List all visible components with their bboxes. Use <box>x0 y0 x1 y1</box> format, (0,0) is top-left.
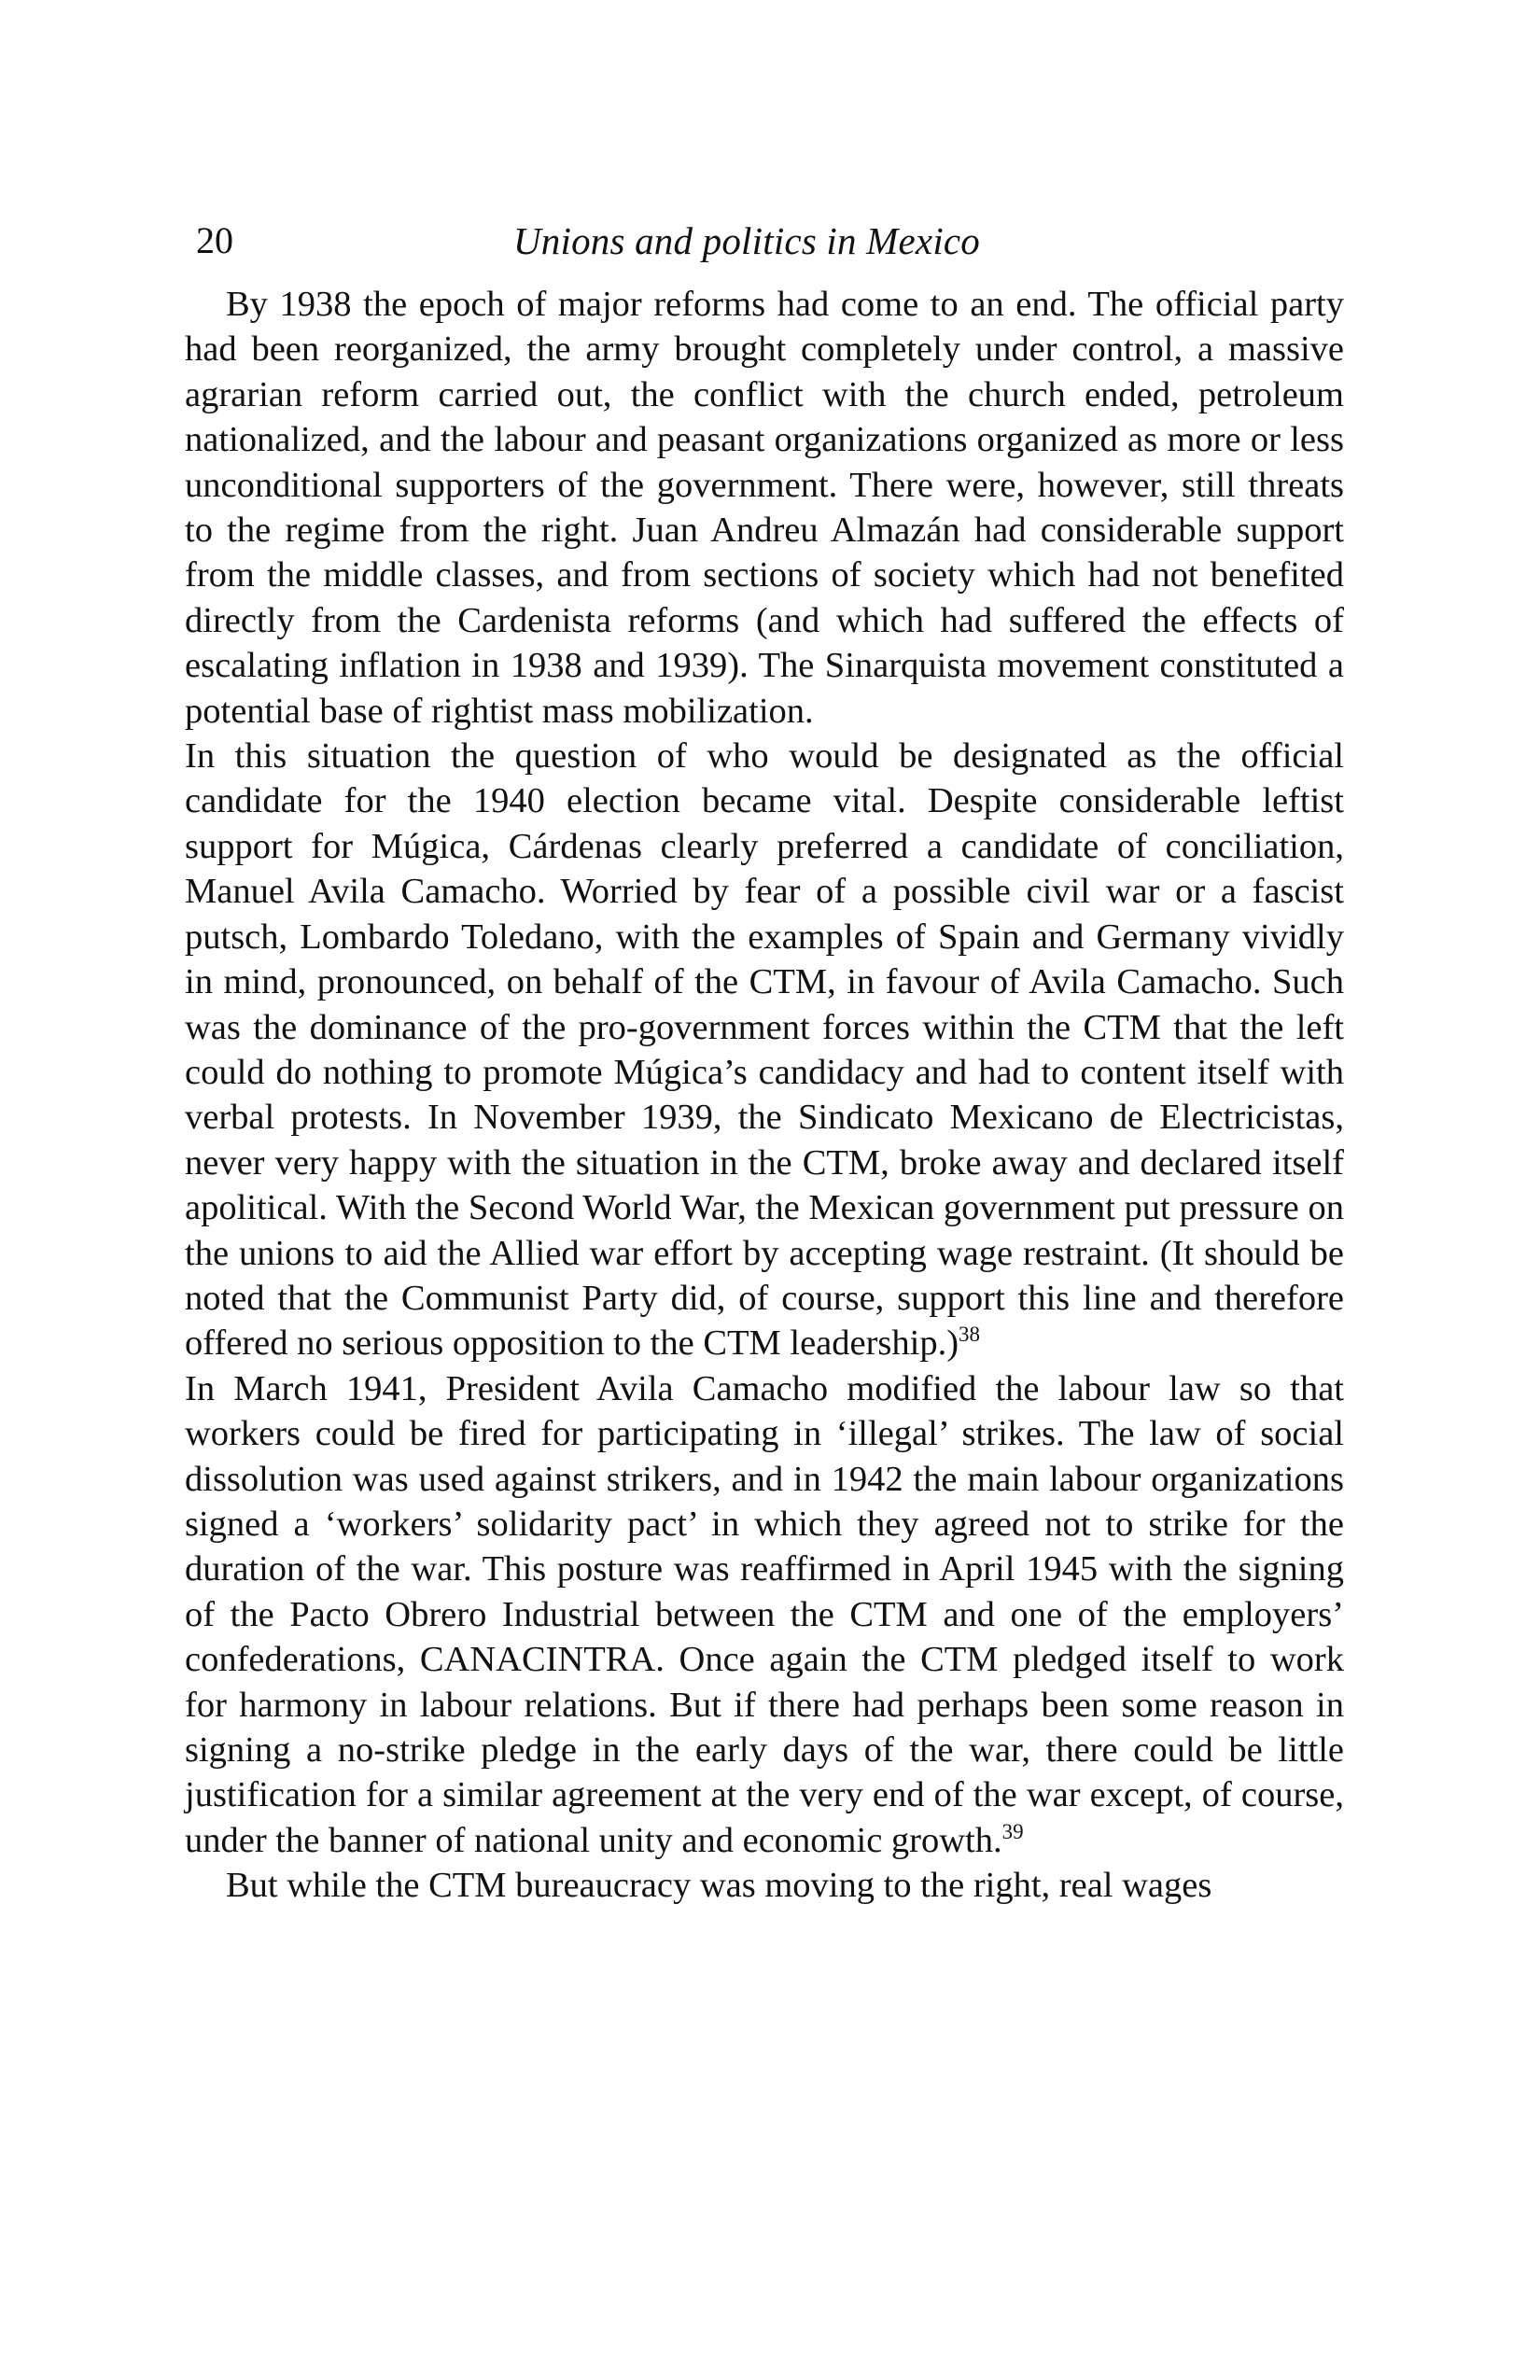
paragraph-4-text: But while the CTM bureaucracy was moving to the right, real wages <box>226 1866 1212 1906</box>
page-number: 20 <box>196 219 233 261</box>
footnote-ref-38: 38 <box>959 1323 981 1347</box>
paragraph-4 <box>185 1863 1344 1908</box>
paragraph-3-text: In March 1941, President Avila Camacho modified the labour law so that workers could be fired for participating in ‘illegal’ strikes. The law of social dissolution was used against strikers, and in 1942 the main labour organizations signed a ‘workers’ solidarity pact’ in which they agreed not to strike for the duration of the war. This posture was reaffirmed in April 1945 with the signing of the Pacto Obrero Industrial between the CTM and one of the employers’ confederations, CANACINTRA. Once again the CTM pledged itself to work for harmony in labour relations. But if there had perhaps been some reason in signing a no-strike pledge in the early days of the war, there could be little justification for a similar agreement at the very end of the war except, of course, under the banner of national unity and economic growth. <box>185 1368 1344 1860</box>
running-head <box>196 213 1353 269</box>
paragraph-2 <box>185 734 1344 1366</box>
paragraph-1 <box>185 282 1344 734</box>
footnote-ref-39: 39 <box>1001 1819 1024 1843</box>
paragraph-2-text: In this situation the question of who would be designated as the official candidate for the 1940 election became vital. Despite considerable leftist support for Múgica, Cárdenas clearly preferred a candidate of conciliation, Manuel Avila Camacho. Worried by fear of a possible civil war or a fascist putsch, Lombardo Toledano, with the examples of Spain and Germany vividly in mind, pronounced, on behalf of the CTM, in favour of Avila Camacho. Such was the dominance of the pro-government forces within the CTM that the left could do nothing to promote Múgica’s candidacy and had to content itself with verbal protests. In November 1939, the Sindicato Mexicano de Electricistas, never very happy with the situation in the CTM, broke away and declared itself apolitical. With the Second World War, the Mexican government put pressure on the unions to aid the Allied war effort by accepting wage restraint. (It should be noted that the Communist Party did, of course, support this line and therefore offered no serious opposition to the CTM leadership.) <box>185 736 1344 1364</box>
body-text <box>185 282 1344 1909</box>
paragraph-1-text: By 1938 the epoch of major reforms had come to an end. The official party had been reorganized, the army brought completely under control, a massive agrarian reform carried out, the conflict with the church ended, petroleum nationalized, and the labour and peasant organizations organized as more or less unconditional supporters of the government. There were, however, still threats to the regime from the right. Juan Andreu Almazán had considerable support from the middle classes, and from sections of society which had not benefited directly from the Cardenista reforms (and which had suffered the effects of escalating inflation in 1938 and 1939). The Sinarquista movement constituted a potential base of rightist mass mobilization. <box>185 285 1344 731</box>
paragraph-3 <box>185 1366 1344 1863</box>
running-title: Unions and politics in Mexico <box>513 219 981 262</box>
